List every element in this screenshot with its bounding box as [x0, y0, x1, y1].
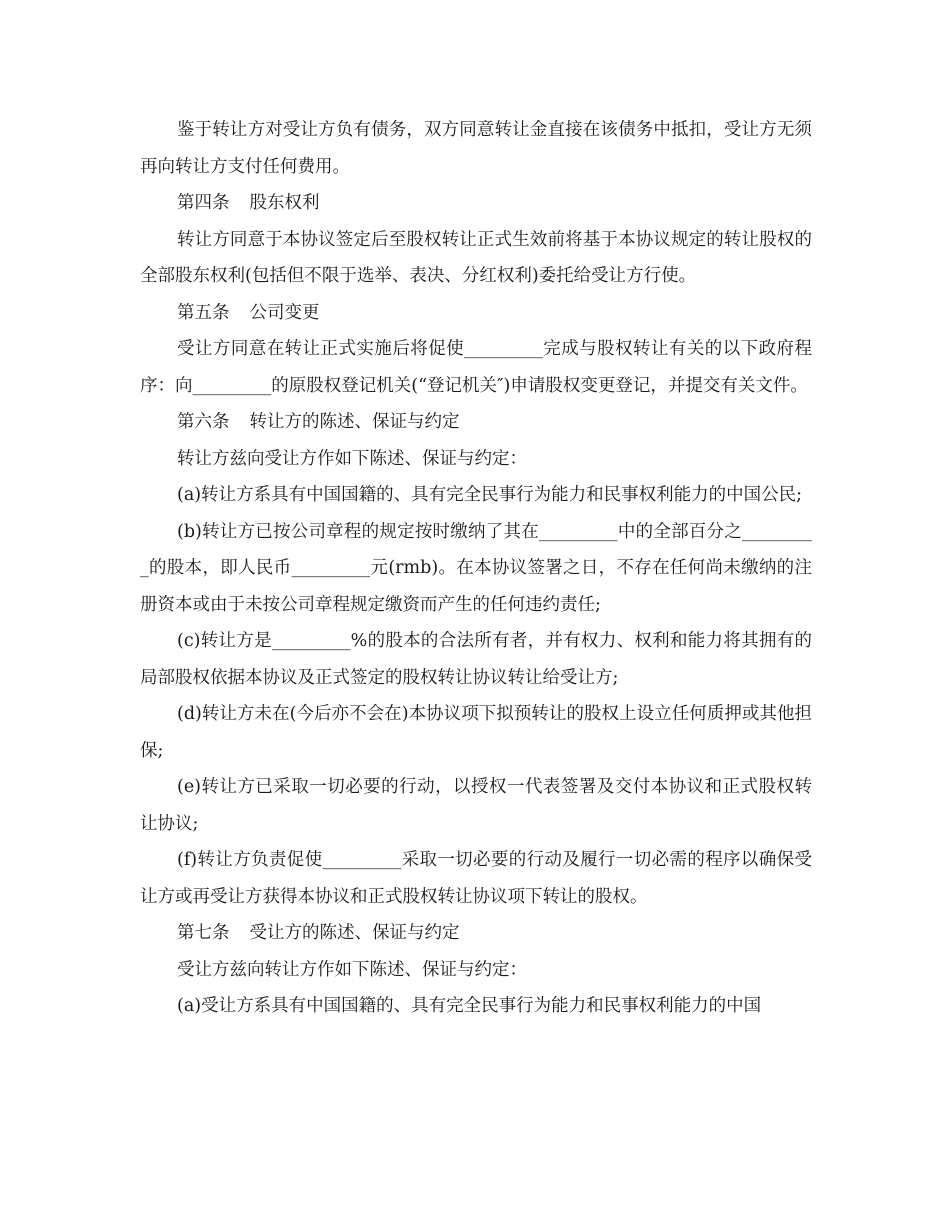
clause-item: (b)转让方已按公司章程的规定按时缴纳了其在_________中的全部百分之_________的股本，即人民币_________元(rmb)。在本协议签署之日，不存在任何尚未缴纳的注册资本或由于未按公司章程规定缴资而产生的任何违约责任;	[140, 521, 812, 615]
paragraph: 转让方同意于本协议签定后至股权转让正式生效前将基于本协议规定的转让股权的全部股东权利(包括但不限于选举、表决、分红权利)委托给受让方行使。	[140, 229, 812, 286]
paragraph: 受让方同意在转让正式实施后将促使_________完成与股权转让有关的以下政府程序：向_________的原股权登记机关(“登记机关″)申请股权变更登记，并提交有关文件。	[140, 339, 812, 396]
article-number: 第五条	[177, 302, 230, 323]
article-heading	[140, 404, 812, 441]
article-title: 公司变更	[249, 302, 320, 323]
clause-item: (d)转让方未在(今后亦不会在)本协议项下拟预转让的股权上设立任何质押或其他担保;	[140, 704, 812, 761]
article-heading	[140, 915, 812, 952]
paragraph: 转让方兹向受让方作如下陈述、保证与约定：	[177, 448, 527, 469]
paragraph: 受让方兹向转让方作如下陈述、保证与约定：	[177, 959, 527, 980]
article-title: 受让方的陈述、保证与约定	[249, 923, 460, 943]
article-number: 第四条	[177, 193, 230, 213]
article-title: 股东权利	[249, 193, 320, 213]
clause-item: (f)转让方负责促使_________采取一切必要的行动及履行一切必需的程序以确保受让方或再受让方获得本协议和正式股权转让协议项下转让的股权。	[140, 850, 812, 907]
document-body	[140, 112, 812, 1025]
article-number: 第七条	[177, 923, 230, 943]
clause-item: (e)转让方已采取一切必要的行动，以授权一代表签署及交付本协议和正式股权转让协议;	[140, 777, 812, 834]
clause-item: (a)转让方系具有中国国籍的、具有完全民事行为能力和民事权利能力的中国公民;	[177, 485, 802, 505]
article-number: 第六条	[177, 412, 230, 432]
article-title: 转让方的陈述、保证与约定	[249, 412, 460, 432]
article-heading	[140, 185, 812, 222]
clause-item: (c)转让方是_________%的股本的合法所有者，并有权力、权利和能力将其拥有的局部股权依据本协议及正式签定的股权转让协议转让给受让方;	[140, 631, 812, 688]
article-heading	[140, 295, 812, 332]
clause-item: (a)受让方系具有中国国籍的、具有完全民事行为能力和民事权利能力的中国	[177, 996, 762, 1016]
paragraph: 鉴于转让方对受让方负有债务，双方同意转让金直接在该债务中抵扣，受让方无须再向转让方支付任何费用。	[140, 120, 812, 177]
